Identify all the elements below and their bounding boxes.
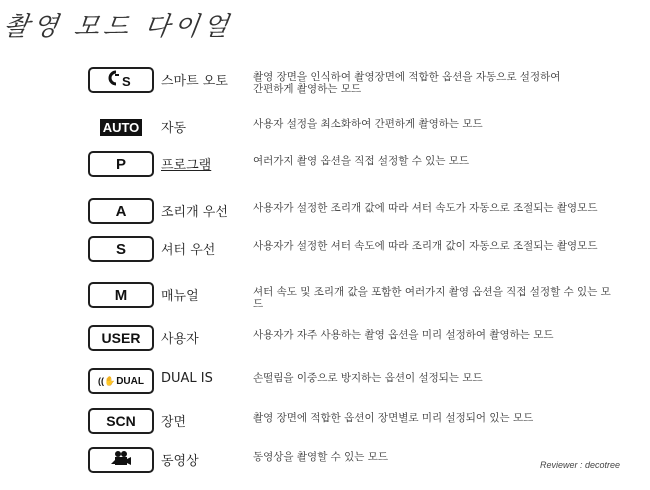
mode-name: DUAL IS bbox=[161, 371, 213, 386]
mode-name: 스마트 오토 bbox=[161, 74, 228, 89]
mode-name: 셔터 우선 bbox=[161, 243, 216, 258]
dual-label: DUAL bbox=[116, 375, 144, 387]
mode-description: 촬영 장면에 적합한 옵션이 장면별로 미리 설정되어 있는 모드 bbox=[253, 412, 534, 424]
mode-description: 사용자가 자주 사용하는 촬영 옵션을 미리 설정하여 촬영하는 모드 bbox=[253, 329, 554, 341]
auto-button bbox=[88, 114, 154, 140]
mode-name: 자동 bbox=[161, 121, 187, 136]
mode-row-auto bbox=[88, 114, 628, 138]
aperture-priority-button bbox=[88, 198, 154, 224]
mode-row-aperture bbox=[88, 198, 628, 222]
mode-description: 동영상을 촬영할 수 있는 모드 bbox=[253, 451, 389, 463]
aperture-label: A bbox=[115, 202, 127, 220]
manual-button bbox=[88, 282, 154, 308]
mode-row-manual bbox=[88, 282, 628, 310]
user-label: USER bbox=[101, 330, 141, 346]
mode-description: 사용자 설정을 최소화하여 간편하게 촬영하는 모드 bbox=[253, 118, 483, 130]
mode-description: 사용자가 설정한 조리개 값에 따라 셔터 속도가 자동으로 조절되는 촬영모드 bbox=[253, 202, 598, 214]
shutter-priority-button bbox=[88, 236, 154, 262]
mode-name: 장면 bbox=[161, 415, 187, 430]
movie-camera-icon bbox=[110, 450, 132, 470]
smart-auto-button bbox=[88, 67, 154, 93]
program-button bbox=[88, 151, 154, 177]
movie-button bbox=[88, 447, 154, 473]
mode-row-smart-auto bbox=[88, 67, 628, 95]
user-button bbox=[88, 325, 154, 351]
dual-is-button bbox=[88, 368, 154, 394]
mode-description: 손떨림을 이중으로 방지하는 옵션이 설정되는 모드 bbox=[253, 372, 483, 384]
mode-name: 동영상 bbox=[161, 454, 199, 469]
mode-row-dual-is bbox=[88, 368, 628, 392]
mode-row-user bbox=[88, 325, 628, 349]
scene-button bbox=[88, 408, 154, 434]
mode-row-program bbox=[88, 151, 628, 175]
desc-line-2: 간편하게 촬영하는 모드 bbox=[253, 83, 362, 95]
scene-label: SCN bbox=[106, 413, 136, 429]
page-title: 촬영 모드 다이얼 bbox=[1, 12, 235, 42]
mode-description: 사용자가 설정한 셔터 속도에 따라 조리개 값이 자동으로 조절되는 촬영모드 bbox=[253, 240, 598, 252]
smart-auto-camera-icon bbox=[104, 68, 138, 92]
mode-row-scene bbox=[88, 408, 628, 432]
mode-description: 셔터 속도 및 조리개 값을 포함한 여러가지 촬영 옵션을 직접 설정할 수 있는 모드 bbox=[253, 286, 611, 310]
desc-line-1: 촬영 장면을 인식하여 촬영장면에 적합한 옵션을 자동으로 설정하여 bbox=[253, 71, 561, 83]
reviewer-credit: Reviewer : decotree bbox=[540, 460, 621, 470]
manual-label: M bbox=[114, 286, 128, 304]
mode-name: 조리개 우선 bbox=[161, 205, 228, 220]
mode-row-shutter bbox=[88, 236, 628, 260]
mode-description: 여러가지 촬영 옵션을 직접 설정할 수 있는 모드 bbox=[253, 155, 470, 167]
mode-name: 사용자 bbox=[161, 332, 199, 347]
dual-is-hand-icon: ((✋ DUAL bbox=[98, 375, 144, 387]
program-label: P bbox=[115, 155, 126, 173]
auto-label: AUTO bbox=[100, 119, 143, 136]
mode-name: 매뉴얼 bbox=[161, 289, 199, 304]
svg-text:S: S bbox=[122, 74, 131, 88]
mode-description bbox=[253, 71, 613, 95]
mode-name: 프로그램 bbox=[161, 158, 212, 173]
shutter-label: S bbox=[115, 240, 126, 258]
